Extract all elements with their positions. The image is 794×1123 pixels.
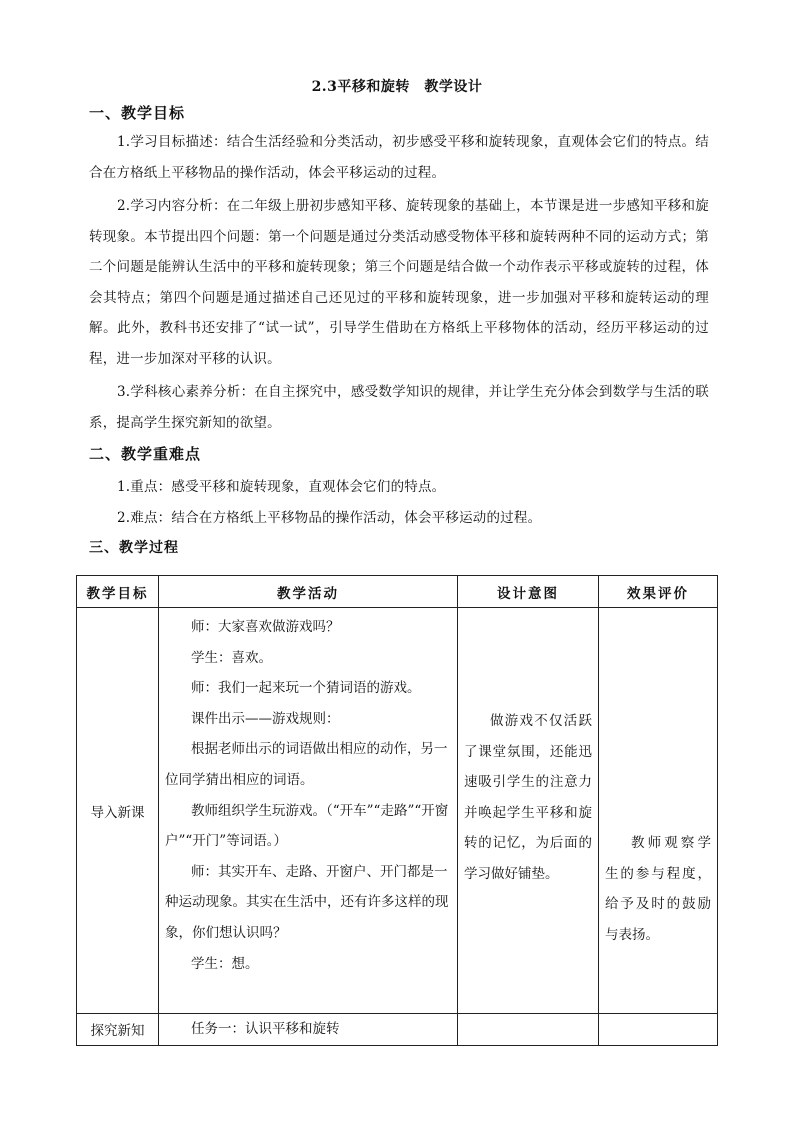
- header-activity: 教学活动: [159, 576, 458, 608]
- teaching-process-table: [76, 575, 718, 1046]
- difficulty-paragraph: 2.难点：结合在方格纸上平移物品的操作活动，体会平移运动的过程。: [117, 510, 542, 526]
- section-heading-process: 三、教学过程: [89, 540, 179, 556]
- activity-line: 学生：想。: [191, 955, 259, 972]
- goal-paragraph-1: 1.学习目标描述：结合生活经验和分类活动，初步感受平移和旋转现象，直观体会它们的特点。结合在方格纸上平移物品的操作活动，体会平移运动的过程。: [89, 134, 709, 181]
- activity-line: 课件出示——游戏规则：: [191, 710, 340, 727]
- row-goal-intro: 导入新课: [77, 608, 159, 1014]
- row-goal-explore: 探究新知: [77, 1014, 159, 1046]
- activity-line: 师：其实开车、走路、开窗户、开门都是一种运动现象。其实在生活中，还有许多这样的现象，你们想认识吗？: [165, 863, 449, 941]
- goal-paragraph-2: 2.学习内容分析：在二年级上册初步感知平移、旋转现象的基础上，本节课是进一步感知平移和旋转现象。本节提出四个问题：第一个问题是通过分类活动感受物体平移和旋转两种不同的运动方式；第二个问题是能辨认生活中的平移和旋转现象；第三个问题是结合做一个动作表示平移或旋转的过程，体会其特点；第四个问题是通过描述自己还见过的平移和旋转现象，进一步加强对平移和旋转运动的理解。此外，教科书还安排了“试一试”，引导学生借助在方格纸上平移物体的活动，经历平移运动的过程，进一步加深对平移的认识。: [89, 198, 709, 367]
- document-title: 2.3平移和旋转 教学设计: [311, 79, 483, 95]
- activity-line: 根据老师出示的词语做出相应的动作，另一位同学猜出相应的词语。: [165, 741, 448, 788]
- design-intent-cell: 做游戏不仅活跃了课堂氛围，还能迅速吸引学生的注意力并唤起学生平移和旋转的记忆，为后面的学习做好铺垫。: [458, 608, 599, 1014]
- table-row: [77, 608, 718, 1014]
- activity-cell: [159, 608, 458, 1014]
- key-point-paragraph: 1.重点：感受平移和旋转现象，直观体会它们的特点。: [117, 479, 446, 495]
- header-goal: 教学目标: [77, 576, 159, 608]
- activity-line: 任务一：认识平移和旋转: [191, 1021, 340, 1037]
- table-row: [77, 1014, 718, 1046]
- evaluation-cell: [599, 1014, 718, 1046]
- header-evaluation: 效果评价: [599, 576, 718, 608]
- design-intent-cell: [458, 1014, 599, 1046]
- goal-paragraph-3: 3.学科核心素养分析：在自主探究中，感受数学知识的规律，并让学生充分体会到数学与生活的联系，提高学生探究新知的欲望。: [89, 384, 709, 431]
- table-header-row: [77, 576, 718, 608]
- activity-line: 师：我们一起来玩一个猜词语的游戏。: [191, 680, 421, 697]
- section-heading-goals: 一、教学目标: [89, 104, 186, 122]
- section-heading-key-points: 二、教学重难点: [89, 445, 202, 463]
- header-intent: 设计意图: [458, 576, 599, 608]
- evaluation-cell: 教师观察学生的参与程度，给予及时的鼓励与表扬。: [599, 608, 718, 1014]
- activity-line: 师：大家喜欢做游戏吗？: [191, 619, 340, 635]
- activity-cell: [159, 1014, 458, 1046]
- activity-line: 教师组织学生玩游戏。（“开车”“走路”“开窗户”“开门”等词语。）: [165, 802, 449, 850]
- activity-line: 学生：喜欢。: [191, 649, 272, 666]
